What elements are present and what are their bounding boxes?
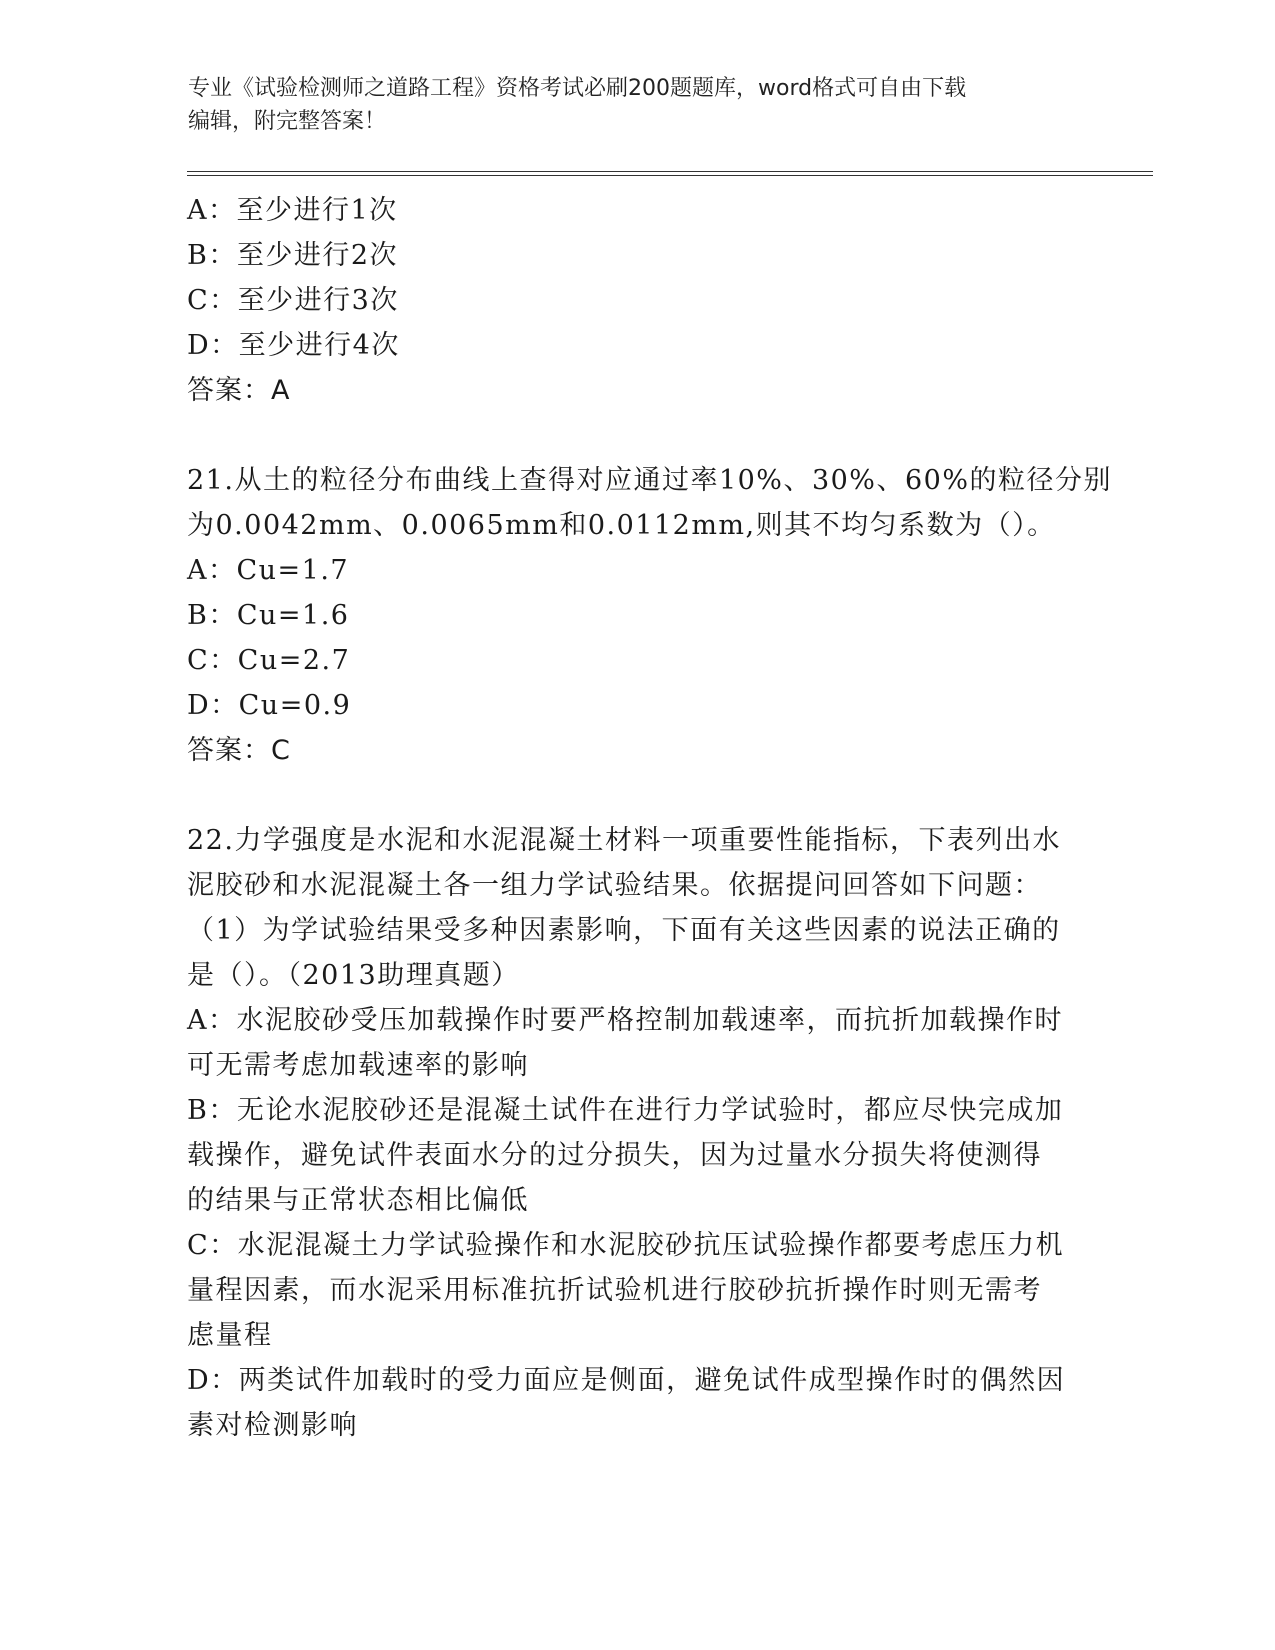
question-content [187, 188, 1112, 1448]
q22-option-b-line-1: B：无论水泥胶砂还是混凝土试件在进行力学试验时，都应尽快完成加 [187, 1095, 1064, 1126]
q22-option-b-line-3: 的结果与正常状态相比偏低 [187, 1185, 529, 1216]
header-rule-top [187, 171, 1153, 172]
q21-option-b: B：Cu=1.6 [187, 600, 350, 631]
q21-option-c: C：Cu=2.7 [187, 645, 351, 676]
q22-stem-line-1: 22.力学强度是水泥和水泥混凝土材料一项重要性能指标，下表列出水 [187, 825, 1061, 856]
header-rule-bottom [187, 175, 1153, 176]
q22-stem-line-4: 是（）。（2013助理真题） [187, 960, 520, 991]
document-header [188, 72, 1068, 138]
q22-option-a-line-2: 可无需考虑加载速率的影响 [187, 1050, 529, 1081]
q22-stem-line-3: （1）为学试验结果受多种因素影响，下面有关这些因素的说法正确的 [187, 915, 1061, 946]
question-21-block [187, 458, 1112, 773]
q20-option-b: B：至少进行2次 [187, 240, 399, 271]
q22-stem-line-2: 泥胶砂和水泥混凝土各一组力学试验结果。依据提问回答如下问题： [187, 870, 1042, 901]
q22-option-c-line-2: 量程因素，而水泥采用标准抗折试验机进行胶砂抗折操作时则无需考 [187, 1275, 1042, 1306]
question-22-block [187, 818, 1087, 1448]
q20-option-a: A：至少进行1次 [187, 195, 398, 226]
q20-answer: 答案：A [187, 375, 291, 406]
q21-option-d: D：Cu=0.9 [187, 690, 352, 721]
q22-option-c-line-3: 虑量程 [187, 1320, 273, 1351]
header-line-1: 专业《试验检测师之道路工程》资格考试必刷200题题库，word格式可自由下载 [188, 76, 967, 101]
q20-option-c: C：至少进行3次 [187, 285, 399, 316]
q21-stem-line-2: 为0.0042mm、0.0065mm和0.0112mm,则其不均匀系数为（）。 [187, 510, 1056, 541]
q21-option-a: A：Cu=1.7 [187, 555, 350, 586]
q22-option-c-line-1: C：水泥混凝土力学试验操作和水泥胶砂抗压试验操作都要考虑压力机 [187, 1230, 1065, 1261]
q22-option-a-line-1: A：水泥胶砂受压加载操作时要严格控制加载速率，而抗折加载操作时 [187, 1005, 1063, 1036]
q20-option-d: D：至少进行4次 [187, 330, 400, 361]
q22-option-b-line-2: 载操作，避免试件表面水分的过分损失，因为过量水分损失将使测得 [187, 1140, 1042, 1171]
header-line-2: 编辑，附完整答案！ [188, 109, 387, 134]
q21-answer: 答案：C [187, 735, 291, 766]
question-20-block [187, 188, 1087, 413]
q21-stem-line-1: 21.从土的粒径分布曲线上查得对应通过率10%、30%、60%的粒径分别 [187, 465, 1112, 496]
q22-option-d-line-2: 素对检测影响 [187, 1410, 358, 1441]
q22-option-d-line-1: D：两类试件加载时的受力面应是侧面，避免试件成型操作时的偶然因 [187, 1365, 1066, 1396]
